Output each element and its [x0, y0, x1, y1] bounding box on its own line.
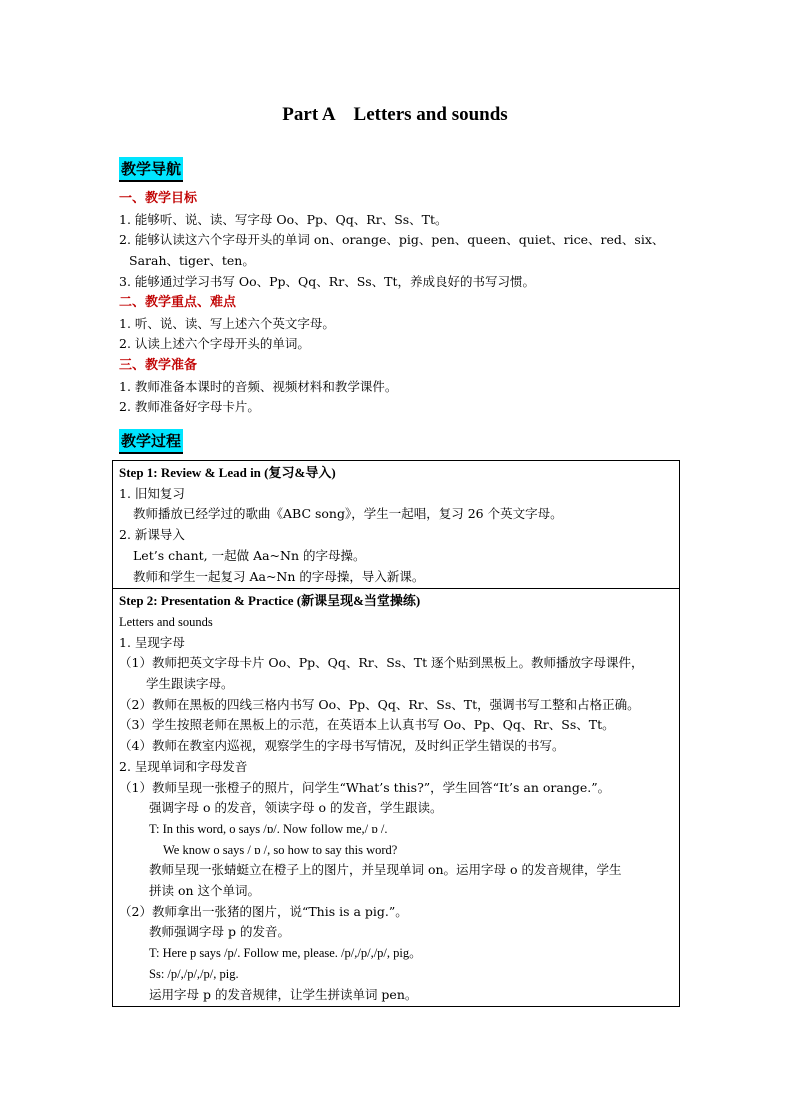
- step2-line: （2）教师在黑板的四线三格内书写 Oo、Pp、Qq、Rr、Ss、Tt，强调书写工整和占格正确。: [119, 696, 640, 712]
- step2-line: 学生跟读字母。: [146, 676, 234, 692]
- step2-line: We know o says / ɒ /, so how to say this word?: [163, 842, 398, 857]
- step1-line: 2. 新课导入: [119, 527, 185, 543]
- step2-line: （4）教师在教室内巡视，观察学生的字母书写情况，及时纠正学生错误的书写。: [119, 738, 565, 754]
- section-label-text: 教学导航: [121, 160, 182, 178]
- step2-line: 教师强调字母 p 的发音。: [149, 924, 290, 940]
- key-points-heading: 二、教学重点、难点: [119, 295, 237, 310]
- objective-item: 3. 能够通过学习书写 Oo、Pp、Qq、Rr、Ss、Tt，养成良好的书写习惯。: [119, 273, 536, 289]
- step2-line: （2）教师拿出一张猪的图片，说“This is a pig.”。: [119, 903, 408, 919]
- key-point-item: 1. 听、说、读、写上述六个英文字母。: [119, 315, 335, 331]
- preparation-section: [119, 356, 679, 418]
- step2-line: 教师呈现一张蜻蜓立在橙子上的图片，并呈现单词 on。运用字母 o 的发音规律，学生: [149, 862, 622, 878]
- step1-title: Step 1: Review & Lead in (复习&导入): [119, 465, 336, 480]
- step2-line: 拼读 on 这个单词。: [149, 883, 261, 899]
- step2-line: T: Here p says /p/. Follow me, please. /p/,/p/,/p/, pig。: [149, 946, 422, 961]
- step2-title: Step 2: Presentation & Practice (新课呈现&当堂操练): [119, 593, 421, 609]
- section-label-teaching-guide: [119, 157, 183, 182]
- objective-item: 2. 能够认读这六个字母开头的单词 on、orange、pig、pen、queen、quiet、rice、red、six、: [119, 232, 665, 248]
- step2-line: T: In this word, o says /ɒ/. Now follow me,/ ɒ /.: [149, 821, 388, 836]
- key-points-section: [119, 293, 679, 355]
- step2-line: （1）教师把英文字母卡片 Oo、Pp、Qq、Rr、Ss、Tt 逐个贴到黑板上。教师播放字母课件，: [119, 655, 644, 671]
- step1-line: 教师和学生一起复习 Aa~Nn 的字母操，导入新课。: [133, 568, 425, 584]
- step2-line: 运用字母 p 的发音规律，让学生拼读单词 pen。: [149, 986, 418, 1002]
- page-title: Part A Letters and sounds: [282, 104, 508, 125]
- step1-cell: [113, 461, 679, 588]
- objectives-heading: 一、教学目标: [119, 191, 198, 206]
- objective-item-continued: Sarah、tiger、ten。: [129, 253, 255, 269]
- step2-line: （1）教师呈现一张橙子的照片，问学生“What’s this?”，学生回答“It’s an orange.”。: [119, 779, 611, 795]
- step1-line: 1. 旧知复习: [119, 485, 185, 501]
- step2-line: 强调字母 o 的发音，领读字母 o 的发音，学生跟读。: [149, 800, 443, 816]
- preparation-item: 2. 教师准备好字母卡片。: [119, 399, 260, 415]
- process-table: [112, 460, 680, 1007]
- preparation-heading: 三、教学准备: [119, 358, 198, 373]
- objectives-section: [119, 189, 679, 293]
- step2-line: 2. 呈现单词和字母发音: [119, 758, 248, 774]
- step2-line: Letters and sounds: [119, 614, 213, 629]
- objective-item: 1. 能够听、说、读、写字母 Oo、Pp、Qq、Rr、Ss、Tt。: [119, 211, 448, 227]
- step2-line: （3）学生按照老师在黑板上的示范，在英语本上认真书写 Oo、Pp、Qq、Rr、Ss、Tt。: [119, 717, 615, 733]
- key-point-item: 2. 认读上述六个字母开头的单词。: [119, 336, 310, 352]
- step2-line: Ss: /p/,/p/,/p/, pig.: [149, 966, 239, 981]
- preparation-item: 1. 教师准备本课时的音频、视频材料和教学课件。: [119, 378, 398, 394]
- step2-line: 1. 呈现字母: [119, 634, 185, 650]
- step2-cell: [113, 588, 679, 1006]
- section-label-text: 教学过程: [121, 432, 182, 450]
- step1-line: Let’s chant, 一起做 Aa~Nn 的字母操。: [133, 547, 366, 563]
- step1-line: 教师播放已经学过的歌曲《ABC song》，学生一起唱，复习 26 个英文字母。: [133, 506, 563, 522]
- section-label-teaching-process: [119, 429, 183, 454]
